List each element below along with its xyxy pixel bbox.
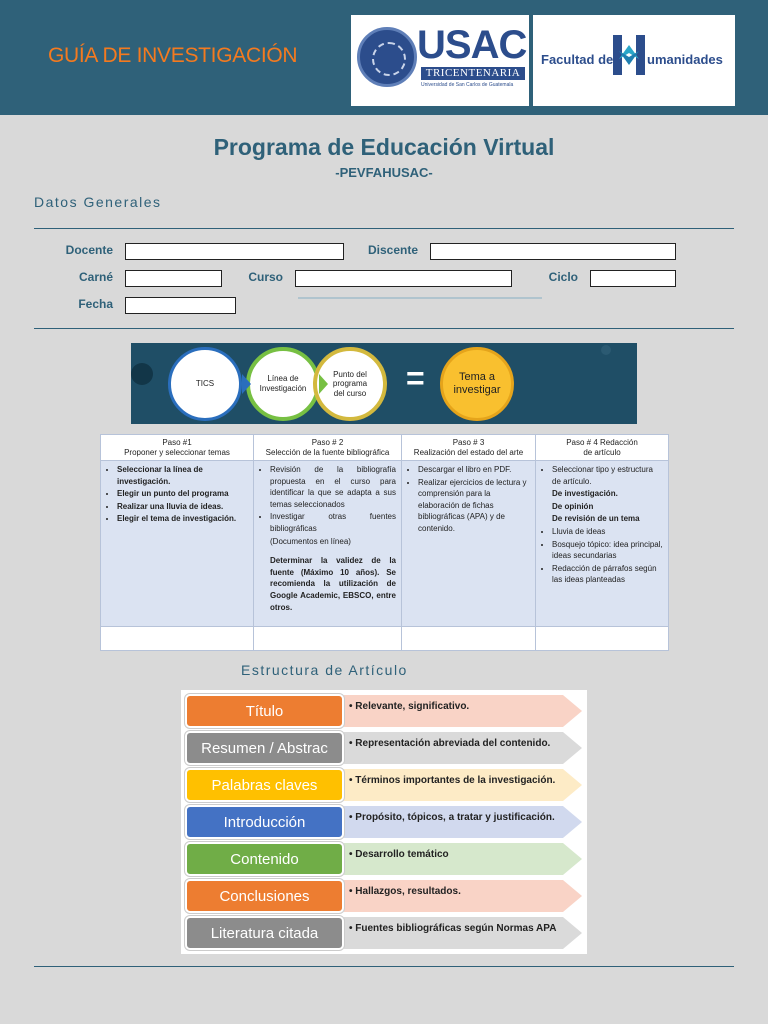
usac-logo-subtitle: TRICENTENARIA bbox=[421, 67, 525, 80]
structure-section-label: Resumen / Abstrac bbox=[185, 731, 344, 765]
fecha-field[interactable] bbox=[125, 297, 236, 314]
equals-icon: = bbox=[406, 360, 425, 396]
arrow-right-icon bbox=[319, 374, 328, 394]
empty-cell bbox=[402, 627, 536, 651]
faculty-logo-prefix: Facultad de bbox=[541, 52, 614, 67]
research-flow-banner bbox=[131, 343, 637, 424]
article-structure-heading: Estructura de Artículo bbox=[241, 662, 408, 678]
structure-row bbox=[181, 842, 587, 876]
discente-label: Discente bbox=[367, 243, 418, 257]
step-header: Paso #1 Proponer y seleccionar temas bbox=[101, 435, 254, 461]
structure-row bbox=[181, 768, 587, 802]
faculty-logo bbox=[533, 15, 735, 106]
arrow-right-icon bbox=[242, 374, 251, 394]
empty-cell bbox=[101, 627, 254, 651]
step-3-content: • Descargar el libro en PDF. • Realizar ejercicios de lectura y comprensión para la elaboración de fichas bibliográficas (APA) y de contenido. bbox=[402, 461, 536, 627]
usac-logo bbox=[351, 15, 529, 106]
step-header: Paso # 3 Realización del estado del arte bbox=[402, 435, 536, 461]
ciclo-label: Ciclo bbox=[548, 270, 578, 284]
flow-step-punto: Punto del programa del curso bbox=[313, 347, 387, 421]
structure-section-description: • Hallazgos, resultados. bbox=[349, 886, 461, 897]
structure-row bbox=[181, 805, 587, 839]
structure-section-label: Introducción bbox=[185, 805, 344, 839]
divider bbox=[34, 228, 734, 229]
structure-section-description: • Representación abreviada del contenido. bbox=[349, 738, 551, 749]
general-data-heading: Datos Generales bbox=[34, 194, 162, 210]
divider bbox=[34, 328, 734, 329]
structure-section-description: • Desarrollo temático bbox=[349, 849, 449, 860]
usac-logo-name: USAC bbox=[417, 23, 527, 67]
curso-field[interactable] bbox=[295, 270, 512, 287]
structure-section-label: Palabras claves bbox=[185, 768, 344, 802]
structure-row bbox=[181, 731, 587, 765]
page-header bbox=[0, 0, 768, 115]
structure-section-label: Conclusiones bbox=[185, 879, 344, 913]
docente-field[interactable] bbox=[125, 243, 344, 260]
flow-step-linea: Línea de Investigación bbox=[246, 347, 320, 421]
decorative-dot bbox=[601, 345, 611, 355]
faculty-logo-suffix: umanidades bbox=[647, 52, 723, 67]
empty-cell bbox=[536, 627, 669, 651]
program-title: Programa de Educación Virtual bbox=[213, 134, 555, 160]
decorative-dot bbox=[131, 363, 153, 385]
step-1-content: • Seleccionar la línea de investigación. • Elegir un punto del programa • Realizar una lluvia de ideas. • Elegir el tema de investigación. bbox=[101, 461, 254, 627]
article-structure-diagram bbox=[181, 690, 587, 954]
step-2-content: • Revisión de la bibliografía propuesta en el curso para identificar la que se adapta a sus temas seleccionados • Investigar otras fuentes bibliográficas (Documentos en línea) Determinar la validez de la fuente (Máximo 10 años). Se recomienda la utilización de Google Academic, EBSCO, entre otros. bbox=[254, 461, 402, 627]
divider bbox=[34, 966, 734, 967]
carne-label: Carné bbox=[78, 270, 113, 284]
discente-field[interactable] bbox=[430, 243, 676, 260]
steps-table bbox=[100, 434, 669, 651]
structure-section-description: • Fuentes bibliográficas según Normas APA bbox=[349, 923, 557, 934]
structure-section-description: • Relevante, significativo. bbox=[349, 701, 470, 712]
structure-section-label: Literatura citada bbox=[185, 916, 344, 950]
step-4-content: • Seleccionar tipo y estructura de artículo. De investigación. De opinión De revisión de un tema • Lluvia de ideas • Bosquejo tópico: idea principal, ideas secundarias • Redacción de párrafos según las ideas planteadas bbox=[536, 461, 669, 627]
program-subtitle: -PEVFAHUSAC- bbox=[335, 165, 433, 180]
fecha-label: Fecha bbox=[78, 297, 113, 311]
flow-result-tema: Tema a investigar bbox=[440, 347, 514, 421]
structure-row bbox=[181, 694, 587, 728]
curso-label: Curso bbox=[248, 270, 283, 284]
step-header: Paso # 2 Selección de la fuente bibliográfica bbox=[254, 435, 402, 461]
carne-field[interactable] bbox=[125, 270, 222, 287]
structure-row bbox=[181, 879, 587, 913]
empty-cell bbox=[254, 627, 402, 651]
university-seal-icon bbox=[357, 27, 417, 87]
structure-section-description: • Propósito, tópicos, a tratar y justificación. bbox=[349, 812, 555, 823]
structure-section-description: • Términos importantes de la investigación. bbox=[349, 775, 556, 786]
flow-step-tics: TICS bbox=[168, 347, 242, 421]
faculty-h-icon bbox=[611, 31, 647, 79]
ciclo-field[interactable] bbox=[590, 270, 676, 287]
structure-row bbox=[181, 916, 587, 950]
docente-label: Docente bbox=[65, 243, 113, 257]
guide-title: GUÍA DE INVESTIGACIÓN bbox=[48, 44, 298, 67]
structure-section-label: Contenido bbox=[185, 842, 344, 876]
step-header: Paso # 4 Redacción de artículo bbox=[536, 435, 669, 461]
curso-underline bbox=[298, 297, 542, 299]
structure-section-label: Título bbox=[185, 694, 344, 728]
usac-logo-tagline: Universidad de San Carlos de Guatemala bbox=[421, 82, 514, 88]
